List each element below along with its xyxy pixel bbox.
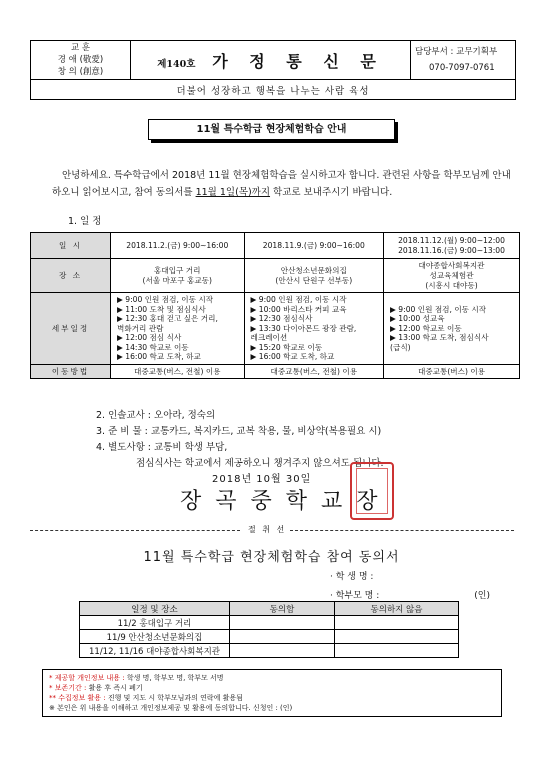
notice-title: 11월 특수학급 현장체험학습 안내 bbox=[148, 119, 395, 140]
place-cell bbox=[384, 259, 520, 293]
intro-text: 안녕하세요. 특수학급에서 2018년 11월 현장체험학습을 실시하고자 합니다. 관련된 사항을 학부모님께 안내하오니 읽어보시고, 참여 동의서를 bbox=[52, 170, 511, 198]
consent-header: 동의하지 않음 bbox=[335, 602, 459, 616]
place-line: 홍대입구 거리 bbox=[154, 265, 201, 275]
details-cell bbox=[244, 293, 384, 365]
consent-table bbox=[79, 601, 459, 658]
step: (급식) bbox=[390, 342, 411, 352]
info-item: 2. 인솔교사 : 오아라, 정숙의 bbox=[96, 410, 216, 421]
step: 레크레이션 bbox=[250, 333, 288, 343]
info-item: 4. 별도사항 : 교통비 학생 부담, bbox=[96, 442, 228, 453]
consent-header: 동의함 bbox=[230, 602, 335, 616]
disagree-cell[interactable] bbox=[335, 644, 459, 658]
step: ▶ 9:00 인원 점검, 이동 시작 bbox=[390, 304, 487, 314]
cut-line bbox=[30, 530, 240, 531]
label-place: 장 소 bbox=[31, 259, 111, 293]
agree-cell[interactable] bbox=[230, 616, 335, 630]
title-cell bbox=[131, 41, 411, 80]
issue-number: 제140호 bbox=[157, 58, 196, 70]
cut-label: 절 취 선 bbox=[248, 525, 287, 534]
privacy-label: ** 수집정보 활용 : bbox=[49, 694, 106, 702]
agree-cell[interactable] bbox=[230, 630, 335, 644]
motto-line: 교 훈 bbox=[70, 43, 91, 53]
place-line: (안산시 단원구 선부동) bbox=[275, 275, 353, 285]
transport-cell: 대중교통(버스, 전철) 이용 bbox=[111, 365, 245, 379]
newsletter-title: 가 정 통 신 문 bbox=[212, 51, 384, 71]
transport-cell: 대중교통(버스, 전철) 이용 bbox=[244, 365, 384, 379]
intro-text-end: 학교로 보내주시기 바랍니다. bbox=[270, 187, 393, 198]
slogan: 더불어 성장하고 행복을 나누는 사람 육성 bbox=[31, 80, 516, 100]
step: ▶ 10:00 바리스타 커피 교육 bbox=[250, 304, 347, 314]
details-cell bbox=[384, 293, 520, 365]
consent-place: 11/9 안산청소년문화의집 bbox=[80, 630, 230, 644]
step: ▶ 10:00 성교육 bbox=[390, 314, 445, 324]
step: ▶ 9:00 인원 점검, 이동 시작 bbox=[250, 295, 347, 305]
place-line: (서울 마포구 홍교동) bbox=[142, 275, 212, 285]
intro-paragraph bbox=[52, 167, 512, 201]
consent-place: 11/2 홍대입구 거리 bbox=[80, 616, 230, 630]
step: ▶ 13:00 학교 도착, 점심식사 bbox=[390, 333, 489, 343]
details-cell bbox=[111, 293, 245, 365]
disagree-cell[interactable] bbox=[335, 630, 459, 644]
step: ▶ 16:00 학교 도착, 하교 bbox=[250, 352, 335, 362]
place-cell bbox=[111, 259, 245, 293]
step: ▶ 16:00 학교 도착, 하교 bbox=[117, 352, 201, 362]
place-line: 안산청소년문화의집 bbox=[280, 265, 347, 275]
privacy-notice bbox=[42, 669, 502, 717]
place-line: 성교육체험관 bbox=[429, 270, 474, 280]
privacy-line bbox=[49, 693, 495, 703]
label-details: 세부일정 bbox=[31, 293, 111, 365]
schedule-heading: 1. 일 정 bbox=[68, 216, 102, 227]
date-cell bbox=[384, 233, 520, 259]
step: ▶ 13:30 다이아몬드 광장 관람, bbox=[250, 323, 357, 333]
privacy-label: * 보존기간 : bbox=[49, 684, 87, 692]
privacy-label: * 제공할 개인정보 내용 : bbox=[49, 674, 125, 682]
consent-place: 11/12, 11/16 대야종합사회복지관 bbox=[80, 644, 230, 658]
student-name-label: · 학 생 명 : bbox=[330, 572, 374, 582]
transport-cell: 대중교통(버스) 이용 bbox=[384, 365, 520, 379]
parent-name-field bbox=[330, 588, 490, 601]
step: 벽화거리 관람 bbox=[117, 323, 164, 333]
date-cell: 2018.11.2.(금) 9:00~16:00 bbox=[111, 233, 245, 259]
consent-header: 일정 및 장소 bbox=[80, 602, 230, 616]
schedule-table bbox=[30, 232, 520, 379]
privacy-text: 활용 후 즉시 폐기 bbox=[86, 684, 143, 692]
place-cell bbox=[244, 259, 384, 293]
privacy-line bbox=[49, 683, 495, 693]
privacy-line bbox=[49, 673, 495, 683]
date-line: 2018.11.12.(월) 9:00~12:00 bbox=[398, 235, 505, 245]
step: ▶ 15:20 학교로 이동 bbox=[250, 342, 323, 352]
phone-number: 070-7097-0761 bbox=[429, 63, 495, 73]
cut-line bbox=[290, 530, 514, 531]
consent-row bbox=[80, 630, 459, 644]
place-line: (시흥시 대야동) bbox=[425, 280, 478, 290]
info-items bbox=[96, 408, 384, 472]
consent-row bbox=[80, 616, 459, 630]
school-motto bbox=[31, 41, 131, 80]
agree-cell[interactable] bbox=[230, 644, 335, 658]
step: ▶ 12:30 홍대 걷고 싶은 거리, bbox=[117, 314, 218, 324]
info-item: 점심식사는 학교에서 제공하오니 챙겨주지 않으셔도 됩니다. bbox=[136, 458, 384, 469]
place-line: 대야종합사회복지관 bbox=[418, 260, 485, 270]
date-line: 2018.11.16.(금) 9:00~13:00 bbox=[398, 245, 505, 255]
contact-cell bbox=[411, 41, 516, 80]
privacy-consent-line: ※ 본인은 위 내용을 이해하고 개인정보제공 및 활용에 동의합니다. 신청인 : (인) bbox=[49, 704, 293, 712]
info-item: 3. 준 비 물 : 교통카드, 복지카드, 교복 착용, 물, 비상약(복용필요 시) bbox=[96, 426, 382, 437]
disagree-cell[interactable] bbox=[335, 616, 459, 630]
step: ▶ 12:30 점심식사 bbox=[250, 314, 313, 324]
privacy-text: 학생 명, 학부모 명, 학부모 서명 bbox=[124, 674, 224, 682]
parent-name-label: · 학부모 명 : bbox=[330, 591, 380, 601]
step: ▶ 14:30 학교로 이동 bbox=[117, 342, 189, 352]
date-cell: 2018.11.9.(금) 9:00~16:00 bbox=[244, 233, 384, 259]
label-transport: 이동방법 bbox=[31, 365, 111, 379]
motto-line: 창 의 (創意) bbox=[57, 67, 104, 77]
consent-row bbox=[80, 644, 459, 658]
consent-title: 11월 특수학급 현장체험학습 참여 동의서 bbox=[143, 550, 400, 565]
step: ▶ 12:00 점심 식사 bbox=[117, 333, 182, 343]
motto-line: 경 애 (敬愛) bbox=[57, 55, 104, 65]
label-date: 일 시 bbox=[31, 233, 111, 259]
school-principal: 장곡중학교장 bbox=[180, 489, 392, 514]
seal-mark: (인) bbox=[474, 591, 490, 601]
newsletter-header bbox=[30, 40, 516, 100]
step: ▶ 12:00 학교로 이동 bbox=[390, 323, 462, 333]
step: ▶ 9:00 인원 점검, 이동 시작 bbox=[117, 295, 214, 305]
privacy-text: 진행 및 지도 시 학부모님과의 연락에 활용됨 bbox=[105, 694, 243, 702]
step: ▶ 11:00 도착 및 점심식사 bbox=[117, 304, 206, 314]
department: 담당부서 : 교무기획부 bbox=[415, 47, 498, 57]
deadline: 11월 1일(목)까지 bbox=[195, 187, 271, 198]
issue-date: 2018년 10월 30일 bbox=[212, 474, 312, 485]
